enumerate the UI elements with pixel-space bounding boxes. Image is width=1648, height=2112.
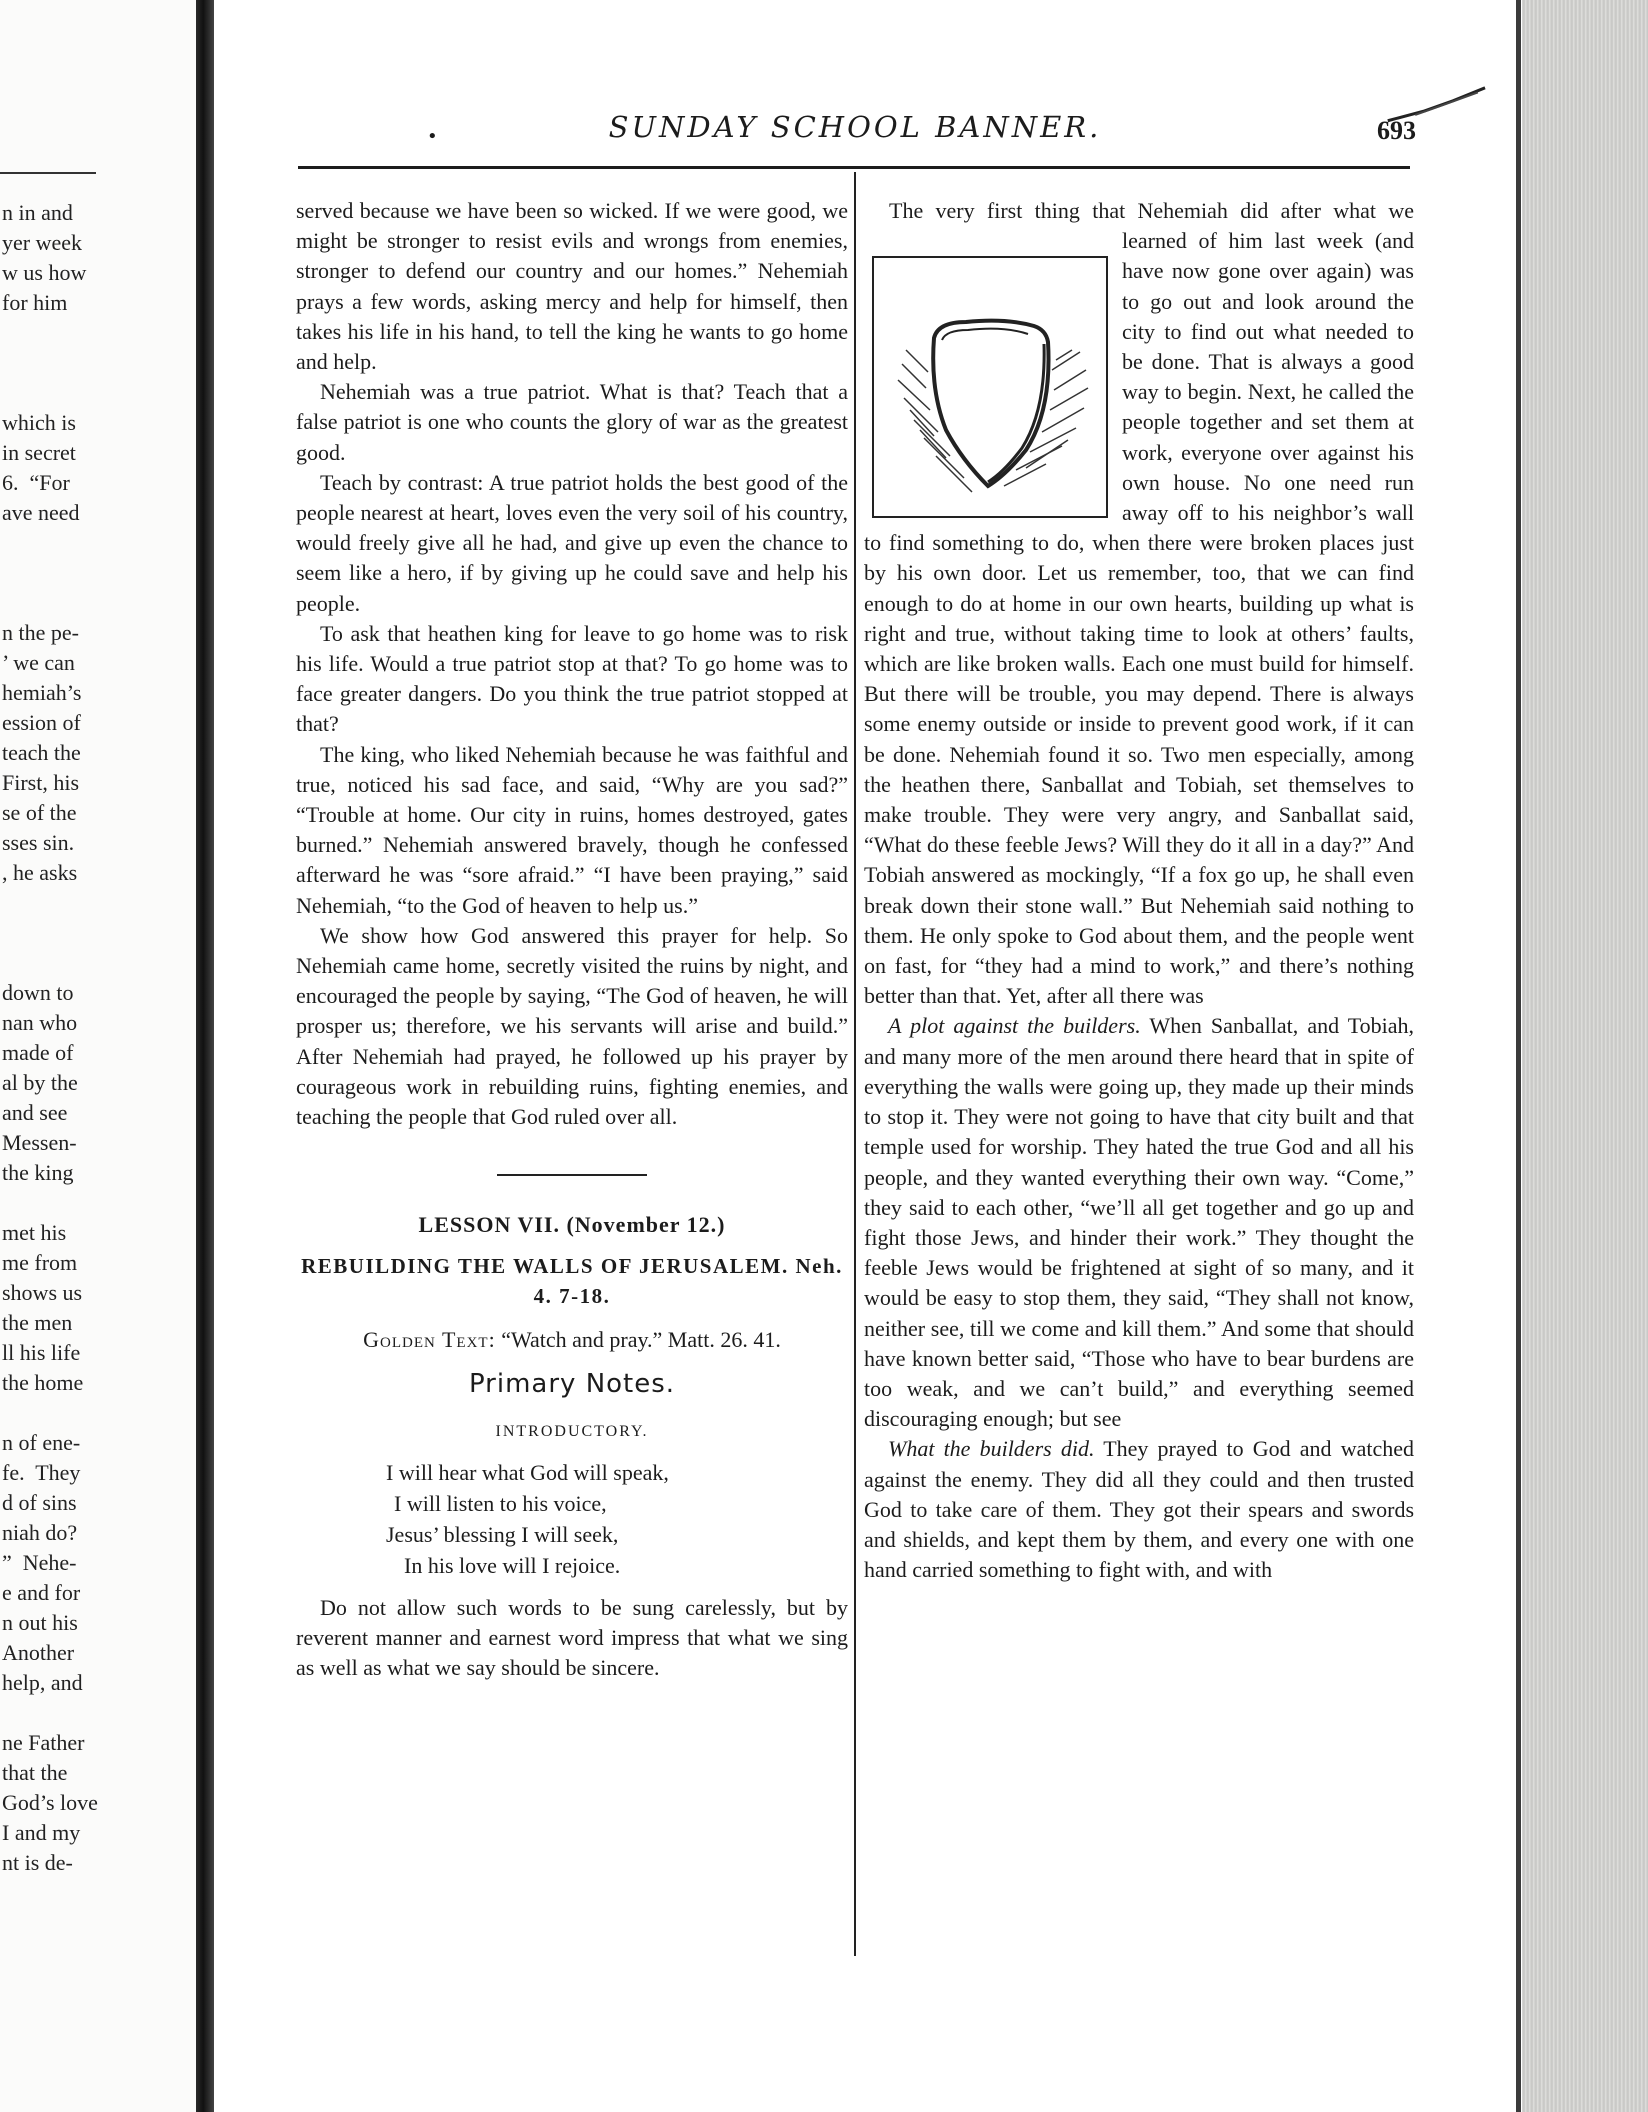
facing-page-line — [2, 318, 200, 348]
facing-page-text — [2, 198, 200, 1878]
facing-page-line — [2, 588, 200, 618]
facing-page-line: n in and — [2, 200, 73, 225]
paragraph: The king, who liked Nehemiah because he was faithful and true, noticed his sad face, and said, “Why are you sad?” “Trouble at home. Our city in ruins, homes destroyed, gates burned.” Nehemiah answered bravely, though he confessed afterward he was “sore afraid.” “I have been praying,” said Nehemiah, “to the God of heaven to help us.” — [296, 741, 848, 918]
page-number: 693 — [1377, 116, 1416, 145]
running-head-dot: • — [427, 126, 438, 147]
facing-page-line: nt is de- — [2, 1850, 73, 1875]
facing-page-line: I and my — [2, 1820, 81, 1845]
facing-page-line — [2, 528, 200, 558]
facing-page-fragment — [0, 0, 200, 2112]
column-divider — [854, 172, 856, 1956]
shield-illustration — [872, 256, 1108, 518]
facing-page-line: the men — [2, 1310, 73, 1335]
section-divider — [497, 1174, 647, 1176]
poem — [386, 1457, 848, 1581]
builders-lead: What the builders did. — [888, 1436, 1095, 1462]
plot-paragraph — [864, 1011, 1414, 1434]
facing-page-line: d of sins — [2, 1490, 77, 1515]
facing-page-line: Another — [2, 1640, 75, 1665]
facing-page-line: niah do? — [2, 1520, 78, 1545]
facing-page-line: ’ we can — [2, 650, 75, 675]
journal-title: SUNDAY SCHOOL BANNER. — [608, 110, 1102, 144]
facing-page-line: teach the — [2, 740, 81, 765]
facing-page-line: God’s love — [2, 1790, 98, 1815]
page-edge-line — [1516, 0, 1521, 2112]
facing-page-line: n out his — [2, 1610, 78, 1635]
facing-page-line: , he asks — [2, 860, 78, 885]
facing-page-line: met his — [2, 1220, 67, 1245]
facing-page-line: yer week — [2, 230, 83, 255]
poem-line: Jesus’ blessing I will seek, — [386, 1521, 619, 1547]
facing-page-line: which is — [2, 410, 76, 435]
facing-page-line: al by the — [2, 1070, 78, 1095]
facing-page-line: shows us — [2, 1280, 83, 1305]
facing-page-line: First, his — [2, 770, 80, 795]
golden-text-label: Golden Text: — [363, 1326, 496, 1352]
facing-page-line: nan who — [2, 1010, 78, 1035]
facing-page-line: help, and — [2, 1670, 83, 1695]
facing-page-line: fe. They — [2, 1460, 81, 1485]
shield-icon — [876, 260, 1106, 516]
header-rule — [298, 166, 1410, 169]
facing-page-line — [2, 1188, 200, 1218]
left-column — [296, 196, 848, 1684]
facing-page-line: e and for — [2, 1580, 81, 1605]
builders-paragraph — [864, 1434, 1414, 1585]
facing-page-line — [2, 1398, 200, 1428]
facing-page-line: down to — [2, 980, 74, 1005]
introductory-heading: INTRODUCTORY. — [495, 1422, 649, 1440]
facing-page-line: w us how — [2, 260, 87, 285]
plot-text: When Sanballat, and Tobiah, and many more of the men around there heard that in spite of everything the walls were going up, they made up their minds to stop it. They were not going to have that city built and that temple used for worship. They hated the true God and all his people, and they wanted everything their own way. “Come,” they said to each other, “we’ll all get together and go up and fight those Jews, and hinder their work.” They thought the feeble Jews would be frightened at sight of so many, and it would be easy to stop them, they said, “They shall not know, neither see, till we come and kill them.” And some that should have known better said, “Those who have to bear burdens are too weak, and we can’t build,” and everything seemed discouraging enough; but see — [864, 1013, 1414, 1432]
facing-page-line: se of the — [2, 800, 77, 825]
facing-page-line: Messen- — [2, 1130, 77, 1155]
poem-line: In his love will I rejoice. — [404, 1552, 621, 1578]
facing-page-line: ll his life — [2, 1340, 81, 1365]
facing-page-line: for him — [2, 290, 68, 315]
right-column — [864, 196, 1414, 1585]
poem-line: I will listen to his voice, — [394, 1490, 607, 1516]
facing-page-line — [2, 888, 200, 918]
golden-text — [296, 1325, 848, 1355]
book-page-edges — [1522, 0, 1648, 2112]
facing-page-line: the home — [2, 1370, 84, 1395]
facing-page-line: me from — [2, 1250, 78, 1275]
facing-page-line: n of ene- — [2, 1430, 81, 1455]
primary-notes-heading: Primary Notes. — [468, 1368, 676, 1399]
facing-page-line: and see — [2, 1100, 68, 1125]
facing-page-line: hemiah’s — [2, 680, 82, 705]
paragraph: To ask that heathen king for leave to go home was to risk his life. Would a true patriot stop at that? To go home was to face greater dangers. Do you think the true patriot stopped at that? — [296, 620, 848, 737]
facing-page-line: n the pe- — [2, 620, 79, 645]
paragraph: Teach by contrast: A true patriot holds the best good of the people nearest at heart, loves even the very soil of his country, would freely give all he had, and give up even the chance to seem like a hero, if by giving up he could save and help his people. — [296, 469, 848, 616]
facing-page-line: ne Father — [2, 1730, 85, 1755]
plot-lead: A plot against the builders. — [888, 1013, 1141, 1039]
facing-page-line — [2, 948, 200, 978]
intro-paragraph: The very first thing that Nehemiah did after what we learned of him last week (and have now gone over again) was to go out and look around the city to find out what needed to be done. That is always a good way to begin. Next, he called the people together and set them at work, everyone over against his own house. No one need run away off to his neighbor’s wall to find something to do, when there were broken places just by his own door. Let us remember, too, that we can find enough to do at home in our own hearts, building up what is right and true, without taking time to look at others’ faults, which are like broken walls. Each one must build for himself. But there will be trouble, you may depend. There is always some enemy outside or inside to prevent good work, if it can be done. Nehemiah found it so. Two men especially, among the heathen there, Sanballat and Tobiah, set themselves to make trouble. They were very angry, and Sanballat said, “What do these feeble Jews? Will they do it all in a day?” And Tobiah answered as mockingly, “If a fox go up, he shall even break down their stone wall.” But Nehemiah said nothing to them. He only spoke to God about them, and the people went on fast, for “they had a mind to work,” and there’s nothing better than that. Yet, after all there was — [864, 198, 1414, 1009]
golden-text-body: “Watch and pray.” Matt. 26. 41. — [495, 1326, 781, 1352]
facing-page-line — [2, 348, 200, 378]
builders-text: They prayed to God and watched against the enemy. They did all they could and then trusted God to take care of them. They got their spears and swords and shields, and kept them by them, and every one with one hand carried something to fight with, and with — [864, 1436, 1414, 1583]
facing-page-rule — [0, 172, 96, 174]
book-gutter — [196, 0, 214, 2112]
facing-page-line: sses sin. — [2, 830, 75, 855]
closing-paragraph: Do not allow such words to be sung carelessly, but by reverent manner and earnest word impress that what we sing as well as what we say should be sincere. — [296, 1594, 848, 1681]
facing-page-line: 6. “For — [2, 470, 70, 495]
facing-page-line — [2, 558, 200, 588]
facing-page-line: the king — [2, 1160, 74, 1185]
facing-page-line — [2, 1698, 200, 1728]
paragraph: We show how God answered this prayer for help. So Nehemiah came home, secretly visited the ruins by night, and encouraged the people by saying, “The God of heaven, he will prosper us; therefore, we his servants will arise and build.” After Nehemiah had prayed, he followed up his prayer by courageous work in rebuilding ruins, fighting enemies, and teaching the people that God ruled over all. — [296, 922, 848, 1130]
facing-page-line: in secret — [2, 440, 76, 465]
facing-page-line: ” Nehe- — [2, 1550, 77, 1575]
lesson-heading: LESSON VII. (November 12.) — [418, 1212, 726, 1238]
running-head — [300, 108, 1416, 158]
float-spacer — [864, 196, 865, 256]
lesson-title: REBUILDING THE WALLS OF JERUSALEM. Neh. 4. 7-18. — [301, 1253, 843, 1308]
facing-page-line — [2, 918, 200, 948]
facing-page-line: made of — [2, 1040, 74, 1065]
facing-page-line: ession of — [2, 710, 81, 735]
facing-page-line: that the — [2, 1760, 68, 1785]
paragraph: Nehemiah was a true patriot. What is that? Teach that a false patriot is one who counts the glory of war as the greatest good. — [296, 379, 848, 465]
poem-line: I will hear what God will speak, — [386, 1459, 669, 1485]
paragraph: served because we have been so wicked. If we were good, we might be stronger to resist evils and wrongs from enemies, stronger to defend our country and our homes.” Nehemiah prays a few words, asking mercy and help for himself, then takes his life in his hand, to tell the king he wants to go home and help. — [296, 198, 848, 375]
facing-page-line: ave need — [2, 500, 80, 525]
facing-page-line — [2, 378, 200, 408]
